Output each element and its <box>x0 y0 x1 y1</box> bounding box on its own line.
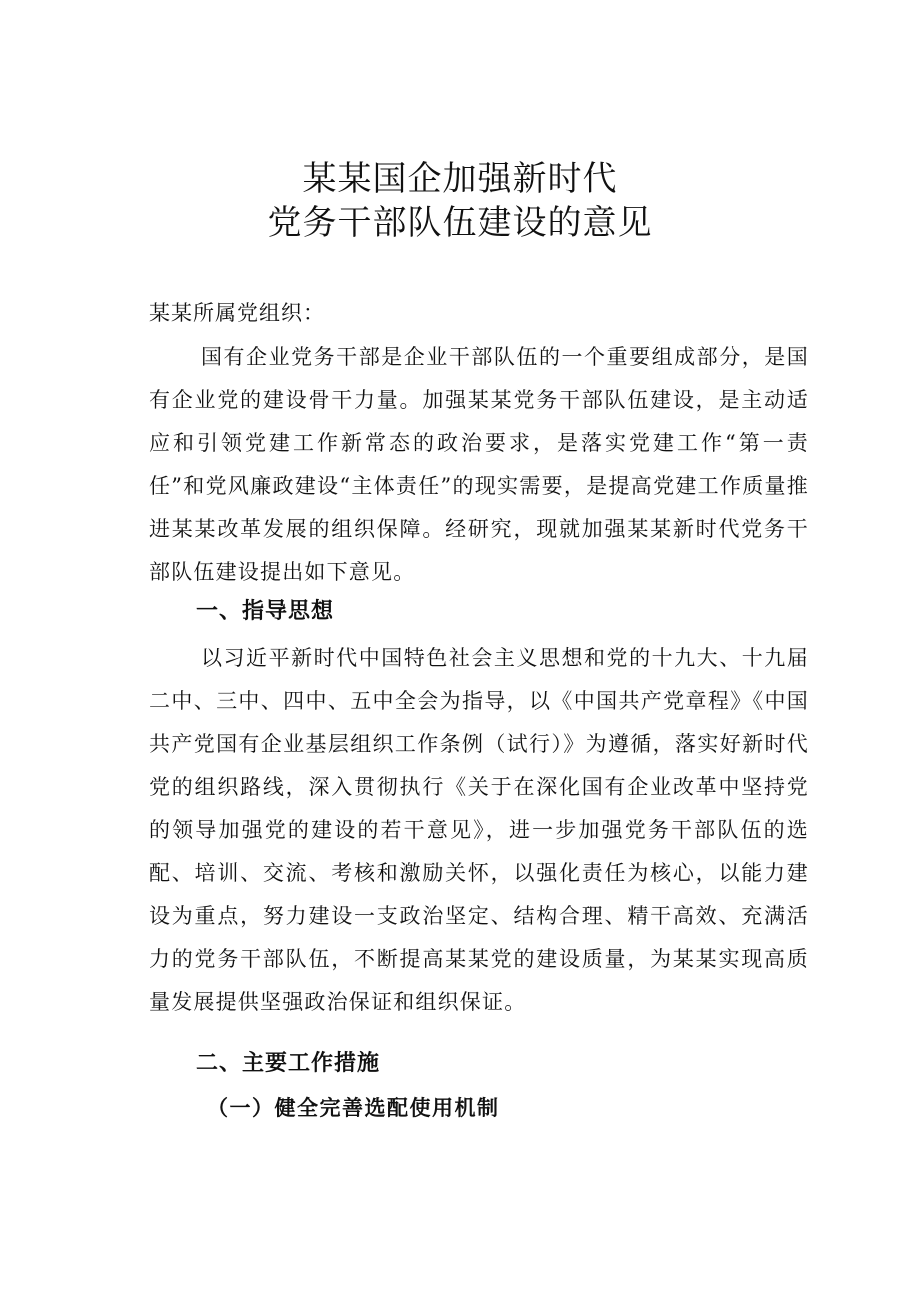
paragraph-guiding-ideology: 以习近平新时代中国特色社会主义思想和党的十九大、十九届二中、三中、四中、五中全会为指导，以《中国共产党章程》《中国共产党国有企业基层组织工作条例（试行）》为遵循，落实好新时代党的组织路线，深入贯彻执行《关于在深化国有企业改革中坚持党的领导加强党的建设的若干意见》，进一步加强党务干部队伍的选配、培训、交流、考核和激励关怀，以强化责任为核心，以能力建设为重点，努力建设一支政治坚定、结构合理、精干高效、充满活力的党务干部队伍，不断提高某某党的建设质量，为某某实现高质量发展提供坚强政治保证和组织保证。 <box>149 646 809 1014</box>
document-title-line1: 某某国企加强新时代 <box>302 159 618 199</box>
salutation: 某某所属党组织： <box>149 301 325 325</box>
document-title-line2: 党务干部队伍建设的意见 <box>267 203 653 243</box>
subsection-heading-selection: （一）健全完善选配使用机制 <box>207 1095 500 1120</box>
paragraph-intro: 国有企业党务干部是企业干部队伍的一个重要组成部分，是国有企业党的建设骨干力量。加强某某党务干部队伍建设，是主动适应和引领党建工作新常态的政治要求，是落实党建工作“第一责任”和党风廉政建设“主体责任”的现实需要，是提高党建工作质量推进某某改革发展的组织保障。经研究，现就加强某某新时代党务干部队伍建设提出如下意见。 <box>149 345 809 584</box>
section-heading-guiding-ideology: 一、指导思想 <box>196 599 335 624</box>
section-heading-main-measures: 二、主要工作措施 <box>196 1051 381 1076</box>
